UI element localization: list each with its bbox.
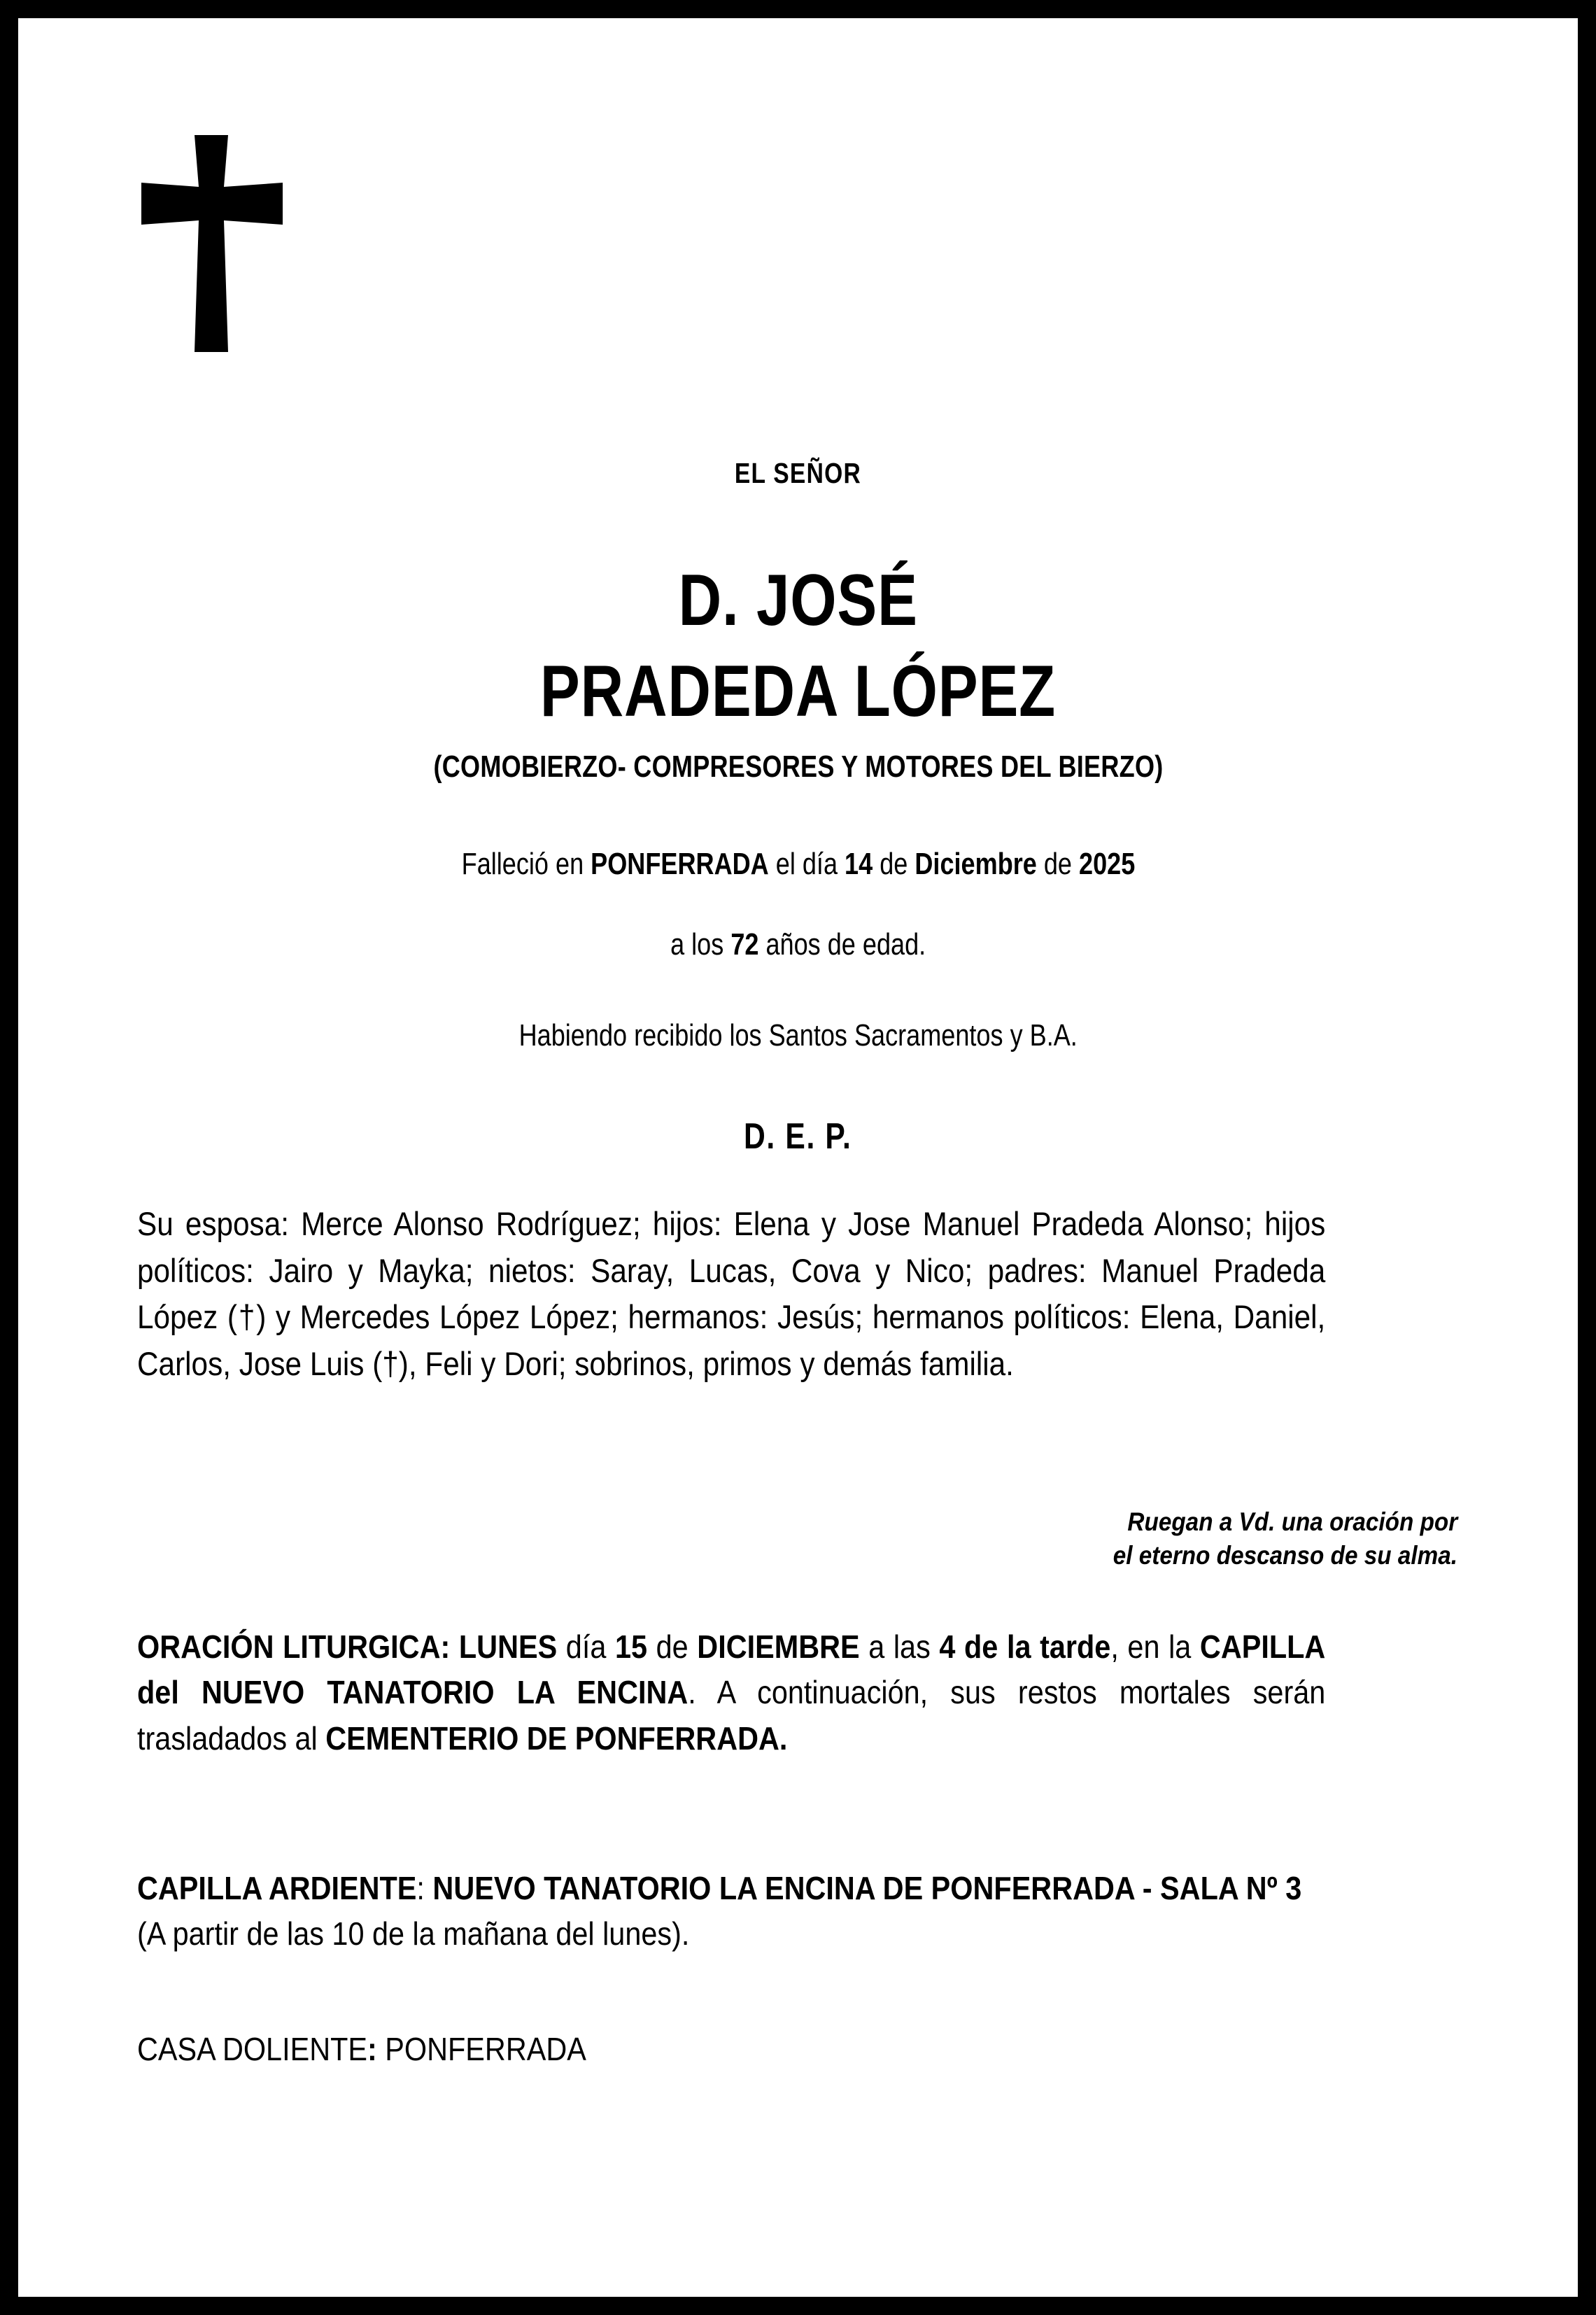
chapel-colon: :	[416, 1870, 425, 1906]
age-line	[130, 928, 1466, 962]
chapel-paragraph	[137, 1866, 1457, 1957]
family-paragraph	[137, 1201, 1457, 1388]
death-details-inner	[461, 847, 1135, 881]
chapel-inner	[137, 1866, 1325, 1957]
dep-text: D. E. P.	[744, 1116, 852, 1157]
mourning-house-paragraph	[137, 2027, 1457, 2072]
death-year: 2025	[1078, 847, 1135, 881]
honorific-text: EL SEÑOR	[734, 457, 862, 489]
deceased-first-name: D. JOSÉ	[678, 560, 918, 641]
house-colon: :	[367, 2031, 377, 2067]
liturgy-inner	[137, 1624, 1325, 1761]
liturgy-mid-4: . A continuación, sus restos mortales serán trasladados al	[137, 1674, 1326, 1757]
sacraments-text: Habiendo recibido los Santos Sacramentos y B.A.	[518, 1018, 1078, 1053]
liturgy-mid-2: a las	[859, 1628, 940, 1665]
family-text: Su esposa: Merce Alonso Rodríguez; hijos: Elena y Jose Manuel Pradeda Alonso; hijos políticos: Jairo y Mayka; nietos: Saray, Lucas, Cova y Nico; padres: Manuel Pradeda López (†) y Mercedes López López; hermanos: Jesús; hermanos políticos: Elena, Daniel, Carlos, Jose Luis (†), Feli y Dori; sobrinos, primos y demás familia.	[137, 1205, 1326, 1383]
chapel-venue: NUEVO TANATORIO LA ENCINA DE PONFERRADA	[424, 1870, 1135, 1906]
prayer-line-1-text: Ruegan a Vd. una oración por	[1127, 1507, 1457, 1536]
liturgy-mid-3: , en la	[1110, 1628, 1200, 1665]
death-prefix: Falleció en	[461, 847, 591, 881]
chapel-label: CAPILLA ARDIENTE	[137, 1870, 417, 1906]
honorific-heading	[130, 459, 1466, 488]
death-month: Diciembre	[914, 847, 1037, 881]
deceased-name-line-1	[130, 560, 1466, 641]
chapel-room: - SALA Nº 3	[1134, 1870, 1302, 1906]
age-prefix: a los	[670, 927, 731, 962]
prayer-request	[926, 1505, 1457, 1572]
house-place: PONFERRADA	[376, 2031, 586, 2067]
dep-line	[130, 1117, 1466, 1157]
chapel-hours: (A partir de las 10 de la mañana del lunes).	[137, 1915, 690, 1952]
deceased-surname: PRADEDA LÓPEZ	[539, 651, 1057, 732]
liturgy-mid-1: de	[647, 1628, 698, 1665]
page-inner	[18, 18, 1578, 2297]
liturgy-month: DICIEMBRE	[697, 1628, 860, 1665]
death-place: PONFERRADA	[590, 847, 769, 881]
latin-cross-icon	[134, 127, 295, 358]
liturgy-end: .	[779, 1719, 788, 1757]
liturgy-day: 15	[614, 1628, 648, 1665]
death-day: 14	[844, 847, 873, 881]
liturgy-day-word: día	[557, 1628, 615, 1665]
death-mid-2: de	[872, 847, 914, 881]
sacraments-line	[130, 1019, 1466, 1053]
death-mid-1: el día	[768, 847, 845, 881]
company-text: (COMOBIERZO- COMPRESORES Y MOTORES DEL BIERZO)	[432, 750, 1164, 784]
house-label: CASA DOLIENTE	[137, 2031, 368, 2067]
age-inner	[670, 928, 926, 962]
death-details-line	[130, 847, 1466, 881]
deceased-company	[130, 752, 1466, 782]
liturgy-destination: CEMENTERIO DE PONFERRADA	[325, 1719, 779, 1757]
liturgy-label: ORACIÓN LITURGICA:	[137, 1628, 451, 1665]
age-value: 72	[730, 927, 759, 962]
deceased-name-line-2	[130, 651, 1466, 732]
prayer-line-2	[926, 1539, 1457, 1572]
age-suffix: años de edad.	[758, 927, 926, 962]
death-mid-3: de	[1036, 847, 1079, 881]
liturgy-time: 4 de la tarde	[939, 1628, 1111, 1665]
liturgy-paragraph	[137, 1624, 1457, 1761]
liturgy-venue: CAPILLA del NUEVO TANATORIO LA ENCINA	[137, 1628, 1326, 1711]
prayer-line-1	[926, 1505, 1457, 1539]
house-inner	[137, 2027, 1325, 2072]
prayer-line-2-text: el eterno descanso de su alma.	[1113, 1541, 1457, 1570]
liturgy-weekday: LUNES	[450, 1628, 558, 1665]
